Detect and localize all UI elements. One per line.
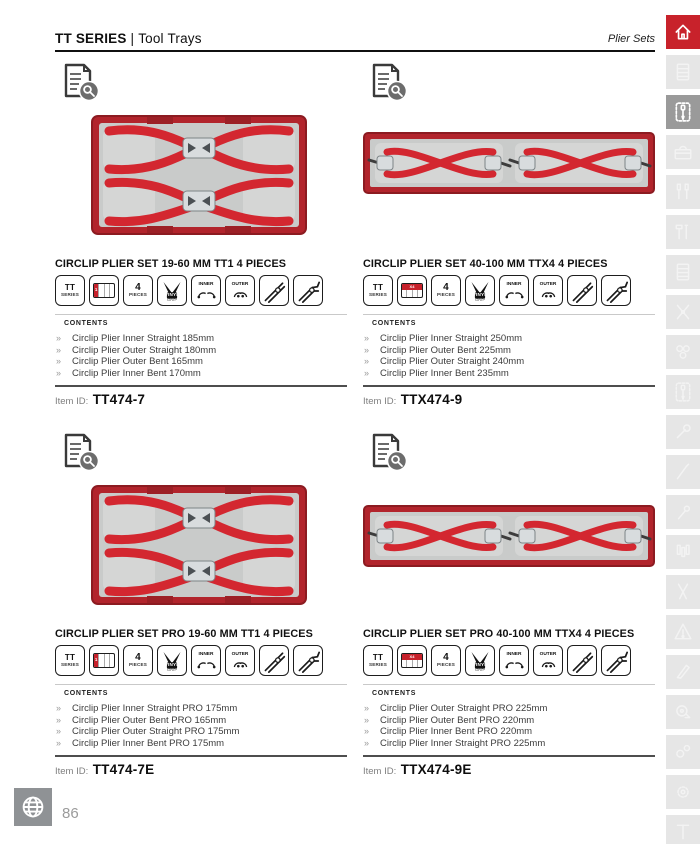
sidebar-item-screwdriver[interactable] bbox=[666, 95, 700, 129]
straight-plier-icon bbox=[262, 649, 286, 673]
list-item: » Circlip Plier Outer Straight PRO 175mm bbox=[56, 726, 240, 738]
badge-straight-plier bbox=[567, 275, 597, 306]
product-image[interactable] bbox=[363, 132, 655, 194]
badge-tt-series: TT SERIES bbox=[55, 645, 85, 676]
product-card bbox=[363, 60, 655, 412]
list-item: » Circlip Plier Outer Straight 180mm bbox=[56, 344, 217, 356]
list-item: » Circlip Plier Inner Bent 170mm bbox=[56, 367, 201, 379]
preview-zoom-icon[interactable] bbox=[57, 430, 103, 474]
badge-bent-plier bbox=[293, 645, 323, 676]
badge-straight-plier bbox=[567, 645, 597, 676]
globe-icon bbox=[20, 794, 46, 820]
product-title: CIRCLIP PLIER SET PRO 19-60 MM TT1 4 PIECES bbox=[55, 628, 313, 640]
item-id-row bbox=[363, 391, 462, 409]
bent-plier-icon bbox=[604, 649, 628, 673]
item-id-row bbox=[363, 761, 472, 779]
product-title: CIRCLIP PLIER SET PRO 40-100 MM TTX4 4 PIECES bbox=[363, 628, 635, 640]
globe-button[interactable] bbox=[14, 788, 52, 826]
badge-pieces: 4 PIECES bbox=[431, 645, 461, 676]
badge-tt-series: TT SERIES bbox=[363, 275, 393, 306]
screwdriver-icon bbox=[673, 102, 693, 122]
badge-bent-plier bbox=[601, 275, 631, 306]
sidebar-item-t-handle[interactable] bbox=[666, 815, 700, 844]
sidebar bbox=[666, 15, 700, 844]
feature-badges bbox=[363, 275, 631, 306]
contents-label: CONTENTS bbox=[372, 690, 417, 697]
file-icon bbox=[673, 462, 693, 482]
list-item: » Circlip Plier Inner Bent PRO 175mm bbox=[56, 737, 225, 749]
sidebar-item-gear[interactable] bbox=[666, 775, 700, 809]
sidebar-item-hammer-set[interactable] bbox=[666, 215, 700, 249]
tool-cabinet-icon bbox=[673, 262, 693, 282]
badge-straight-plier bbox=[259, 645, 289, 676]
product-image[interactable] bbox=[91, 485, 307, 605]
contents-list bbox=[363, 703, 655, 749]
badge-inner: INNER bbox=[499, 275, 529, 306]
item-id-value: TTX474-9E bbox=[400, 762, 472, 777]
inner-circlip-icon bbox=[504, 658, 525, 669]
badge-tray-position bbox=[89, 645, 119, 676]
badge-outer: OUTER bbox=[533, 645, 563, 676]
outer-circlip-icon bbox=[230, 288, 251, 299]
bent-plier-icon bbox=[296, 279, 320, 303]
badge-straight-plier bbox=[259, 275, 289, 306]
item-id-label: Item ID: bbox=[55, 396, 89, 407]
badge-tray-position bbox=[89, 275, 119, 306]
badge-outer: OUTER bbox=[533, 275, 563, 306]
inner-circlip-icon bbox=[504, 288, 525, 299]
product-title: CIRCLIP PLIER SET 40-100 MM TTX4 4 PIECES bbox=[363, 258, 608, 270]
list-item: » Circlip Plier Inner Straight PRO 225mm bbox=[364, 737, 546, 749]
sidebar-item-wrench[interactable] bbox=[666, 415, 700, 449]
tray-position-icon: X4 bbox=[401, 283, 423, 298]
marker-pen-icon bbox=[673, 662, 693, 682]
tape-measure-icon bbox=[673, 702, 693, 722]
sidebar-item-screwdriver[interactable] bbox=[666, 375, 700, 409]
page-number: 86 bbox=[62, 805, 79, 822]
contents-box bbox=[363, 684, 655, 757]
sidebar-item-toolbox[interactable] bbox=[666, 135, 700, 169]
sidebar-item-marker-pen[interactable] bbox=[666, 655, 700, 689]
badge-outer: OUTER bbox=[225, 645, 255, 676]
inner-circlip-icon bbox=[196, 658, 217, 669]
list-item: » Circlip Plier Outer Bent 225mm bbox=[364, 344, 511, 356]
list-item: » Circlip Plier Inner Straight PRO 175mm bbox=[56, 703, 238, 714]
sidebar-item-sockets[interactable] bbox=[666, 335, 700, 369]
item-id-row bbox=[55, 761, 154, 779]
sidebar-item-tape-measure[interactable] bbox=[666, 695, 700, 729]
tool-cabinet-icon bbox=[673, 62, 693, 82]
list-item: » Circlip Plier Outer Bent PRO 165mm bbox=[56, 714, 227, 726]
feature-badges bbox=[363, 645, 631, 676]
item-id-label: Item ID: bbox=[363, 766, 397, 777]
list-item: » Circlip Plier Inner Bent PRO 220mm bbox=[364, 726, 533, 738]
outer-circlip-icon bbox=[538, 288, 559, 299]
sidebar-item-tool-cabinet[interactable] bbox=[666, 55, 700, 89]
badge-vinyl-grip: VINYL GRIP bbox=[465, 645, 495, 676]
category-label: Plier Sets bbox=[607, 33, 655, 45]
badge-tray-position bbox=[397, 275, 427, 306]
list-item: » Circlip Plier Inner Straight 185mm bbox=[56, 333, 215, 344]
badge-outer: OUTER bbox=[225, 275, 255, 306]
product-image[interactable] bbox=[363, 505, 655, 567]
list-item: » Circlip Plier Outer Straight PRO 225mm bbox=[364, 703, 548, 714]
list-item: » Circlip Plier Outer Straight 240mm bbox=[364, 356, 525, 368]
product-card bbox=[55, 60, 347, 412]
product-card bbox=[55, 430, 347, 782]
sidebar-item-bits[interactable] bbox=[666, 535, 700, 569]
series-title: TT SERIES bbox=[55, 31, 127, 46]
badge-inner: INNER bbox=[191, 275, 221, 306]
item-id-value: TT474-7 bbox=[92, 392, 146, 407]
badge-inner: INNER bbox=[191, 645, 221, 676]
sidebar-item-ratchet[interactable] bbox=[666, 495, 700, 529]
ratchet-icon bbox=[673, 502, 693, 522]
preview-zoom-icon[interactable] bbox=[365, 430, 411, 474]
sidebar-item-pliers[interactable] bbox=[666, 295, 700, 329]
badge-tt-series: TT SERIES bbox=[55, 275, 85, 306]
badge-pieces: 4 PIECES bbox=[123, 275, 153, 306]
tray-position-icon: X4 bbox=[401, 653, 423, 668]
sidebar-item-tool-cabinet[interactable] bbox=[666, 255, 700, 289]
contents-list bbox=[363, 333, 655, 379]
list-item: » Circlip Plier Inner Straight 250mm bbox=[364, 333, 523, 344]
sockets-icon bbox=[673, 342, 693, 362]
item-id-label: Item ID: bbox=[55, 766, 89, 777]
sidebar-item-warning-triangle[interactable] bbox=[666, 615, 700, 649]
header-rule bbox=[55, 50, 655, 52]
contents-box bbox=[363, 314, 655, 387]
contents-label: CONTENTS bbox=[64, 320, 109, 327]
straight-plier-icon bbox=[262, 279, 286, 303]
contents-list bbox=[55, 333, 347, 379]
wrench-icon bbox=[673, 422, 693, 442]
contents-box bbox=[55, 684, 347, 757]
bits-icon bbox=[673, 542, 693, 562]
contents-label: CONTENTS bbox=[372, 320, 417, 327]
feature-badges bbox=[55, 275, 323, 306]
cutters-icon bbox=[673, 582, 693, 602]
badge-tray-position bbox=[397, 645, 427, 676]
screwdriver-set-icon bbox=[673, 182, 693, 202]
contents-label: CONTENTS bbox=[64, 690, 109, 697]
title-divider: | bbox=[130, 31, 135, 46]
sidebar-item-cutters[interactable] bbox=[666, 575, 700, 609]
item-id-label: Item ID: bbox=[363, 396, 397, 407]
hammer-set-icon bbox=[673, 222, 693, 242]
sidebar-item-screwdriver-set[interactable] bbox=[666, 175, 700, 209]
preview-zoom-icon[interactable] bbox=[365, 60, 411, 104]
badge-bent-plier bbox=[293, 275, 323, 306]
badge-vinyl-grip: VINYL GRIP bbox=[157, 275, 187, 306]
bent-plier-icon bbox=[604, 279, 628, 303]
sidebar-item-file[interactable] bbox=[666, 455, 700, 489]
t-handle-icon bbox=[673, 822, 693, 842]
straight-plier-icon bbox=[570, 649, 594, 673]
badge-pieces: 4 PIECES bbox=[123, 645, 153, 676]
home-icon bbox=[673, 22, 693, 42]
straight-plier-icon bbox=[570, 279, 594, 303]
contents-box bbox=[55, 314, 347, 387]
product-title: CIRCLIP PLIER SET 19-60 MM TT1 4 PIECES bbox=[55, 258, 287, 270]
toolbox-icon bbox=[673, 142, 693, 162]
feature-badges bbox=[55, 645, 323, 676]
product-card bbox=[363, 430, 655, 782]
badge-inner: INNER bbox=[499, 645, 529, 676]
list-item: » Circlip Plier Outer Bent 165mm bbox=[56, 356, 203, 368]
item-id-row bbox=[55, 391, 145, 409]
gear-icon bbox=[673, 782, 693, 802]
screwdriver-icon bbox=[673, 382, 693, 402]
tray-position-icon: 1 bbox=[93, 653, 115, 668]
product-image[interactable] bbox=[91, 115, 307, 235]
outer-circlip-icon bbox=[230, 658, 251, 669]
badge-tt-series: TT SERIES bbox=[363, 645, 393, 676]
sidebar-item-home[interactable] bbox=[666, 15, 700, 49]
item-id-value: TTX474-9 bbox=[400, 392, 463, 407]
sidebar-item-gears[interactable] bbox=[666, 735, 700, 769]
tray-position-icon: 1 bbox=[93, 283, 115, 298]
preview-zoom-icon[interactable] bbox=[57, 60, 103, 104]
section-title: Tool Trays bbox=[138, 31, 202, 46]
badge-pieces: 4 PIECES bbox=[431, 275, 461, 306]
item-id-value: TT474-7E bbox=[92, 762, 155, 777]
bent-plier-icon bbox=[296, 649, 320, 673]
warning-triangle-icon bbox=[673, 622, 693, 642]
badge-bent-plier bbox=[601, 645, 631, 676]
inner-circlip-icon bbox=[196, 288, 217, 299]
outer-circlip-icon bbox=[538, 658, 559, 669]
badge-vinyl-grip: VINYL GRIP bbox=[157, 645, 187, 676]
contents-list bbox=[55, 703, 347, 749]
list-item: » Circlip Plier Inner Bent 235mm bbox=[364, 367, 509, 379]
badge-vinyl-grip: VINYL GRIP bbox=[465, 275, 495, 306]
list-item: » Circlip Plier Outer Bent PRO 220mm bbox=[364, 714, 535, 726]
gears-icon bbox=[673, 742, 693, 762]
pliers-icon bbox=[673, 302, 693, 322]
